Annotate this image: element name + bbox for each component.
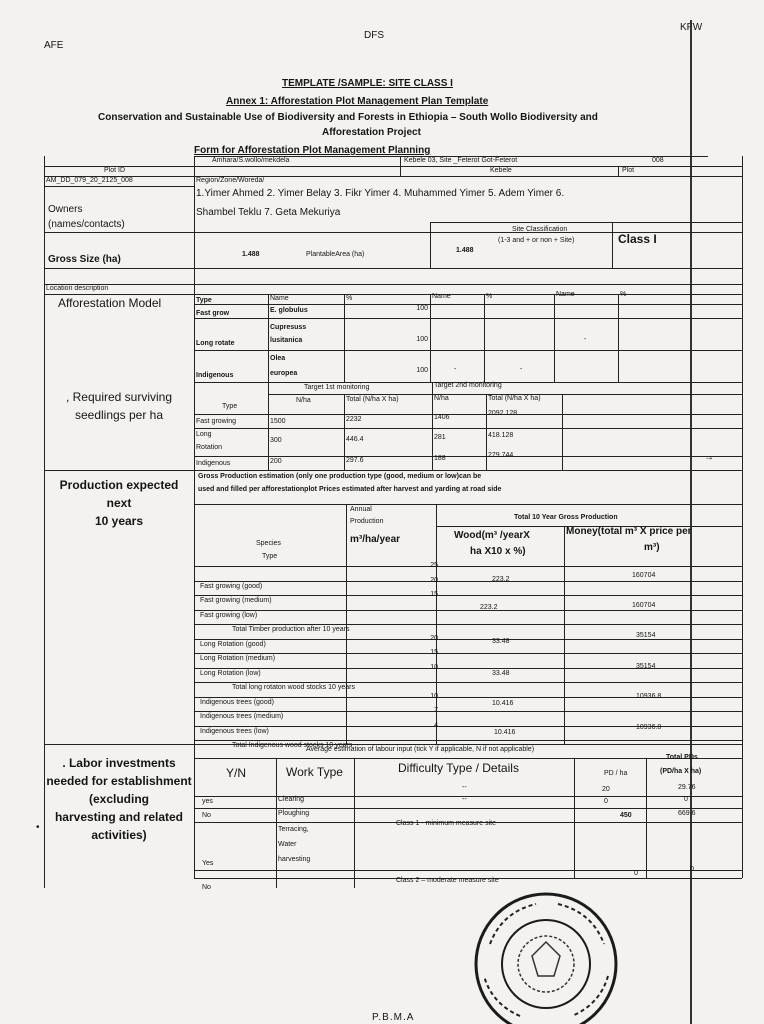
grid-line: [430, 222, 431, 268]
labor-yn-header: Y/N: [226, 766, 247, 780]
corner-afe: AFE: [44, 40, 64, 51]
plot-id-label: Plot ID: [104, 167, 126, 174]
grid-line: [268, 294, 269, 382]
seedlings-label-1: , Required surviving: [65, 390, 173, 404]
seedlings-row-type: Long: [196, 431, 212, 438]
model-type-header: Type: [196, 297, 212, 304]
production-row-label: Indigenous trees (medium): [200, 713, 284, 720]
labor-row-diff: --: [462, 796, 467, 803]
seedlings-row-n1: 300: [270, 437, 282, 444]
grid-line: [432, 382, 433, 470]
production-row-annual: 7: [434, 707, 438, 714]
seal-emblem: [518, 936, 574, 992]
model-row-pct: 100: [416, 336, 428, 343]
seedlings-row-type: Indigenous: [196, 460, 231, 467]
grid-line: [194, 581, 742, 582]
seedlings-row-t1: 446.4: [346, 436, 364, 443]
terracing-no: No: [202, 884, 211, 891]
model-pct-header-3: %: [620, 291, 627, 298]
official-seal: [462, 892, 630, 1024]
wood-header-1: Wood(m³ /yearX: [454, 530, 530, 541]
class-1-label: Class 1 - minimum measure site: [396, 820, 496, 827]
model-name-header: Name: [270, 295, 289, 302]
project-line-2: Afforestation Project: [322, 127, 421, 138]
model-name-header-2: Name: [432, 293, 451, 300]
grid-line: [44, 186, 194, 187]
wood-long-value: 33.48: [492, 638, 510, 645]
seedlings-row-type-2: Rotation: [196, 444, 223, 451]
model-row-name-2: europea: [270, 370, 298, 377]
production-row-label: Fast growing (good): [200, 582, 263, 590]
owners-label-2: (names/contacts): [48, 219, 125, 230]
grid-line: [276, 758, 277, 888]
target-1-header: Target 1st monitoring: [304, 384, 370, 391]
annual-header-1: Annual: [350, 506, 372, 513]
production-row-label: Long Rotation (medium): [200, 655, 276, 662]
seedlings-row-n2: 1406: [434, 414, 450, 421]
grid-line: [612, 222, 613, 268]
production-row-annual: 15: [430, 591, 438, 598]
plot-id-value: AM_DD_079_20_2125_008: [46, 177, 133, 184]
grid-line: [194, 456, 742, 457]
seal-outer-ring: [476, 894, 616, 1024]
grid-line: [484, 294, 485, 382]
grid-line: [44, 284, 742, 285]
wood-header-2: ha X10 x %): [470, 546, 526, 557]
labor-total-header-2: (PD/ha X ha): [660, 768, 702, 775]
grid-line: [194, 668, 742, 669]
model-dash: -: [454, 366, 457, 373]
production-label-3: 10 years: [94, 514, 144, 528]
money-long-value: 35154: [636, 632, 656, 639]
model-dash: -: [520, 366, 523, 373]
wood-fast-value: 223.2: [492, 576, 510, 583]
grid-line: [194, 682, 742, 683]
grid-line: [742, 156, 743, 878]
grid-line: [194, 740, 742, 741]
seedlings-type-header: Type: [222, 403, 238, 410]
grid-line: [430, 294, 431, 382]
corner-kfw: KFW: [680, 22, 703, 33]
page-title: TEMPLATE /SAMPLE: SITE CLASS I: [282, 78, 453, 89]
production-row-label: Fast growing (low): [200, 611, 258, 619]
labor-pd-header: PD / ha: [604, 770, 628, 777]
production-label: [44, 476, 194, 530]
labor-avg-note: Average estimation of labour input (tick Y if applicable, N if not applicable): [306, 746, 535, 753]
grid-line: [554, 294, 555, 382]
labor-total-header-1: Total PDs: [666, 754, 698, 761]
owners-line-1: 1.Yimer Ahmed 2. Yimer Belay 3. Fikr Yimer 4. Muhammed Yimer 5. Adem Yimer 6.: [196, 188, 565, 199]
production-row-label: Total Timber production after 10 years: [232, 626, 350, 633]
kebele-value: Kebele 03, Site _Feterot Got-Feterot: [404, 157, 518, 164]
plantable-area-value: 1.488: [456, 247, 474, 254]
seedlings-row-t1: 297.6: [346, 457, 364, 464]
money-header-2: m³): [644, 542, 660, 553]
species-header-1: Species: [256, 540, 281, 547]
production-label-1: Production expected: [59, 478, 179, 492]
production-row-annual: 20: [430, 634, 438, 642]
form-title: Form for Afforestation Plot Management Planning: [194, 145, 431, 156]
target-2-header: Target 2nd monitoring: [434, 382, 502, 389]
grid-line: [44, 166, 742, 167]
money-indigenous-value: 10936.8: [636, 693, 662, 700]
wood-long-total: 33.48: [492, 670, 510, 677]
labor-work-header: Work Type: [286, 765, 343, 779]
arrow-mark-icon: →: [704, 452, 714, 463]
grid-line: [194, 639, 742, 640]
production-row-label: Fast growing (medium): [200, 597, 272, 604]
gross-size-label: Gross Size (ha): [48, 254, 121, 265]
seedlings-row-type: Fast growing: [196, 418, 237, 425]
wood-indigenous-value: 10.416: [492, 700, 514, 707]
grid-line: [194, 610, 742, 611]
model-row-pct: 100: [416, 367, 428, 374]
bullet-dot-icon: •: [36, 822, 40, 833]
grid-line: [44, 744, 742, 745]
labor-row-pd: 0: [604, 798, 608, 805]
grid-line: [354, 758, 355, 888]
grid-line: [194, 504, 742, 505]
money-fast-value: 160704: [632, 572, 656, 579]
model-name-header-3: Name: [556, 291, 575, 298]
owners-label-1: Owners: [48, 204, 83, 215]
labor-label-2: needed for establishment: [46, 774, 192, 788]
grid-line: [646, 758, 647, 878]
seedlings-row-n1: 200: [270, 458, 282, 465]
labor-label: [44, 754, 194, 844]
corner-dfs: DFS: [364, 30, 384, 41]
production-row-label: Total Indigenous wood stocks 10 years: [232, 742, 353, 749]
labor-label-1: . Labor investments: [62, 756, 176, 770]
terracing-label-3: harvesting: [278, 856, 311, 863]
production-row-label: Indigenous trees (good): [200, 698, 274, 706]
grid-line: [574, 758, 575, 878]
model-row-type: Indigenous: [196, 372, 234, 379]
labor-row-pd: 450: [620, 812, 632, 819]
model-pct-header: %: [346, 295, 353, 302]
site-class-label-2: (1-3 and + or non + Site): [498, 237, 575, 244]
production-label-2: next: [106, 496, 132, 510]
labor-row-total: 0: [684, 796, 688, 803]
site-class-label-1: Site Classification: [512, 226, 568, 233]
model-row-name: Cupresuss: [270, 324, 307, 331]
labor-label-3: (excluding: [88, 792, 149, 806]
grid-line: [194, 595, 742, 596]
location-label: Location description: [46, 285, 109, 292]
seedlings-total-header: Total (N/ha X ha): [346, 396, 399, 403]
gross-production-header: Total 10 Year Gross Production: [514, 514, 618, 521]
grid-line: [194, 653, 742, 654]
seedlings-nha-header: N/ha: [296, 397, 311, 404]
production-row-annual: 10: [430, 663, 438, 671]
grid-line: [430, 222, 742, 223]
grid-line: [344, 394, 345, 470]
kebele-label: Kebele: [490, 167, 512, 174]
labor-row-work: Clearing: [278, 796, 305, 803]
labor-row-total: 29.76: [678, 784, 696, 791]
model-row-type: Long rotate: [196, 340, 235, 347]
grid-line: [194, 428, 742, 429]
page-edge-line: [690, 20, 692, 1024]
money-indigenous-total: 10936.8: [636, 724, 662, 731]
seedlings-row-t1: 2232: [346, 416, 362, 423]
seedlings-row-n1: 1500: [270, 418, 286, 425]
annex-title: Annex 1: Afforestation Plot Management Plan Template: [226, 96, 489, 107]
class-2-pd: 0: [634, 870, 638, 877]
labor-label-5: activities): [91, 828, 147, 842]
money-header-1: Money(total m³ X price per: [566, 526, 692, 537]
seedlings-nha-header-2: N/ha: [434, 395, 449, 402]
seal-star-icon: [532, 942, 560, 976]
region-label: Region/Zone/Woreda/: [196, 177, 265, 184]
production-row-label: Long Rotation (good): [200, 640, 266, 648]
production-row-label: Total long rotaton wood stocks 10 years: [232, 684, 355, 691]
seedlings-total-header-2: Total (N/ha X ha): [488, 395, 541, 402]
grid-line: [562, 394, 563, 470]
footer-text: P.B.M.A: [372, 1012, 415, 1023]
model-dash: -: [584, 336, 587, 343]
terracing-label-1: Terracing,: [278, 826, 309, 833]
project-line-1: Conservation and Sustainable Use of Biodiversity and Forests in Ethiopia – South Wollo Biodiversity and: [98, 112, 598, 123]
money-fast-total: 160704: [632, 602, 656, 609]
labor-row-diff: --: [462, 784, 467, 791]
labor-difficulty-header: Difficulty Type / Details: [398, 761, 519, 775]
model-row-pct: 100: [416, 305, 428, 312]
model-row-name-2: lusitanica: [270, 337, 303, 344]
production-row-annual: 15: [430, 649, 438, 656]
annual-header-2: Production: [350, 518, 384, 525]
seedlings-label: [44, 388, 194, 424]
production-row-label: Indigenous trees (low): [200, 727, 269, 735]
grid-line: [194, 414, 742, 415]
grid-line: [194, 624, 742, 625]
class-2-total: 0: [690, 866, 694, 873]
production-note-2: used and filled per afforestationplot Prices estimated after harvest and yarding at road side: [198, 486, 502, 493]
grid-line: [194, 566, 742, 567]
terracing-yes: Yes: [202, 860, 214, 867]
labor-row-pd: 20: [602, 786, 610, 793]
site-class-value: Class I: [618, 232, 657, 246]
production-row-annual: 4: [434, 721, 438, 729]
grid-line: [194, 304, 742, 305]
model-row-name: Olea: [270, 355, 286, 362]
seedlings-label-2: seedlings per ha: [74, 408, 164, 422]
terracing-label-2: Water: [278, 841, 297, 848]
production-row-annual: 10: [430, 692, 438, 700]
model-row-type: Fast grow: [196, 310, 230, 317]
seal-inner-ring: [502, 920, 590, 1008]
model-pct-header-2: %: [486, 293, 493, 300]
plot-value: 008: [652, 157, 664, 164]
labor-row-yn: yes: [202, 798, 213, 805]
grid-line: [194, 156, 195, 878]
money-long-total: 35154: [636, 663, 656, 670]
seedlings-row-n2: 188: [434, 455, 446, 462]
model-row-name: E. globulus: [270, 307, 308, 314]
grid-line: [194, 711, 742, 712]
gross-size-value: 1.488: [242, 251, 260, 258]
grid-line: [194, 350, 742, 351]
seedlings-row-t2: 418.128: [488, 432, 514, 439]
grid-line: [618, 294, 619, 382]
seedlings-row-t2: 279.744: [488, 452, 514, 459]
production-row-annual: 20: [430, 576, 438, 584]
afforestation-model-label: Afforestation Model: [58, 296, 162, 310]
wood-fast-total: 223.2: [480, 604, 498, 611]
production-row-annual: 25: [430, 562, 438, 569]
grid-line: [618, 166, 619, 176]
owners-line-2: Shambel Teklu 7. Geta Mekuriya: [196, 207, 341, 218]
class-2-label: Class 2 – moderate measure site: [396, 877, 499, 884]
labor-row-work: Ploughing: [278, 810, 310, 817]
plot-label: Plot: [622, 167, 635, 174]
labor-label-4: harvesting and related: [54, 810, 184, 824]
grid-line: [194, 318, 742, 319]
production-row-label: Long Rotation (low): [200, 669, 261, 677]
grid-line: [400, 156, 401, 176]
seedlings-row-t2: 2092.128: [488, 410, 518, 417]
annual-unit-header: m³/ha/year: [350, 534, 401, 545]
grid-line: [268, 382, 269, 470]
grid-line: [44, 176, 742, 177]
grid-line: [44, 294, 742, 295]
production-note-1: Gross Production estimation (only one production type (good, medium or low)can be: [198, 473, 482, 480]
grid-line: [44, 268, 742, 269]
grid-line: [486, 394, 487, 470]
region-value: Amhara/S.wollo/mekdela: [212, 157, 290, 164]
seedlings-row-n2: 281: [434, 434, 446, 441]
species-header-2: Type: [262, 553, 278, 560]
labor-row-total: 669.6: [678, 810, 696, 817]
wood-indigenous-total: 10.416: [494, 729, 516, 736]
grid-line: [44, 470, 742, 471]
labor-row-yn: No: [202, 812, 211, 819]
plantable-area-label: PlantableArea (ha): [306, 251, 365, 258]
